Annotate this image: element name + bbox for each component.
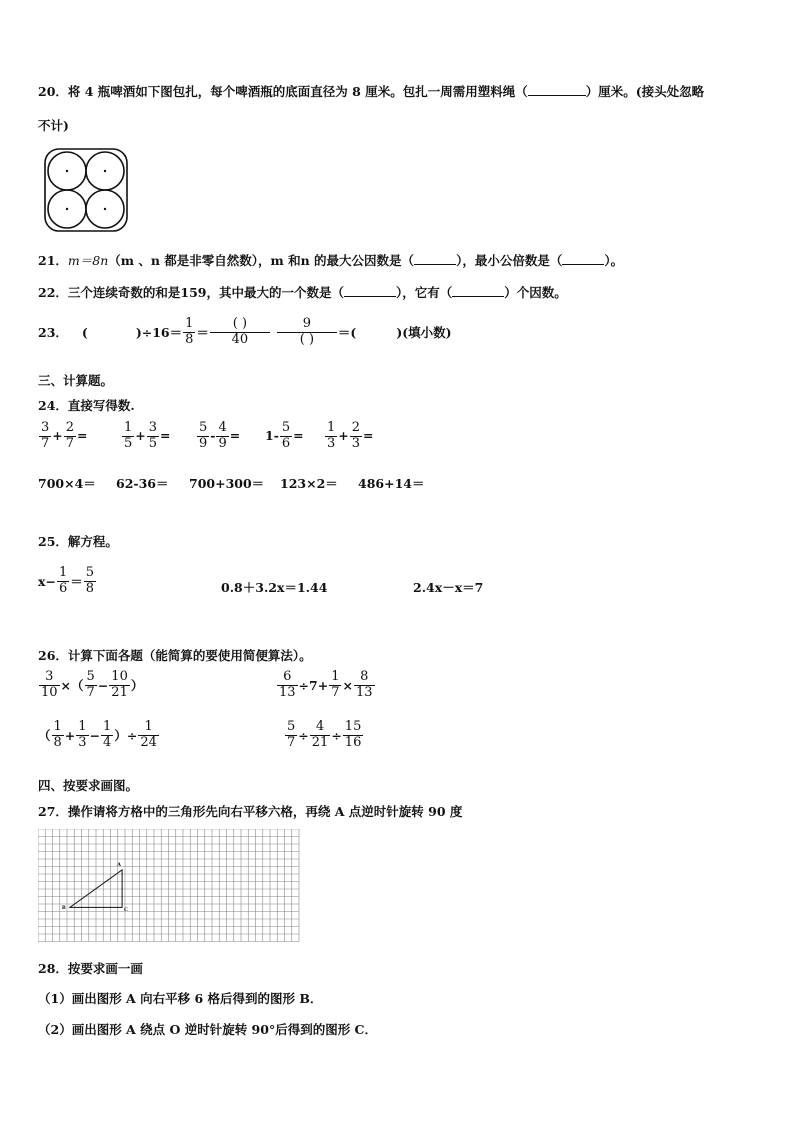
gcd-blank[interactable] [414, 264, 456, 265]
label-b: B [62, 905, 66, 911]
q24-title: 24．直接写得数. [38, 398, 135, 413]
square-grid [38, 829, 300, 943]
factor-count-blank[interactable] [452, 296, 504, 297]
label-a: A [117, 862, 121, 868]
q25-title: 25．解方程。 [38, 534, 118, 549]
q23: 23． ( )÷16＝ $\frac{1}{8}$ ＝ $\frac{( )}{40}$ $\frac{9}{( )}$ ＝( )(填小数) [38, 316, 452, 347]
q26-title: 26．计算下面各题（能简算的要使用简便算法）。 [38, 648, 312, 663]
label-c: C [124, 907, 128, 913]
q21: 21．m＝8n（m 、n 都是非零自然数），m 和n 的最大公因数是（ ），最小公倍数是（ ）。 [38, 253, 624, 268]
q26-expr-4: $\frac{5}{7}$ ÷ $\frac{4}{21}$ ÷ $\frac{15}{16}$ [287, 719, 362, 750]
section-3-heading: 三、计算题。 [38, 373, 114, 388]
q25-eq3: 2.4x－x＝7 [413, 580, 484, 595]
q20-line1: 20．将 4 瓶啤酒如下图包扎，每个啤酒瓶的底面直径为 8 厘米。包扎一周需用塑料绳（ ）厘米。(接头处忽略 [38, 84, 705, 99]
q28-item-1: （1）画出图形 A 向右平移 6 格后得到的图形 B． [38, 991, 323, 1006]
largest-blank[interactable] [344, 296, 396, 297]
q24-item-1: $\frac{3}{7}$ + $\frac{2}{7}$ = [41, 420, 88, 451]
q26-expr-1: $\frac{3}{10}$ ×（ $\frac{5}{7}$ − $\frac{10}{21}$ ） [41, 669, 144, 700]
q25-eq1: x− $\frac{1}{6}$ ＝ $\frac{5}{8}$ [38, 565, 95, 596]
q20-line2: 不计) [38, 118, 69, 133]
q24-item-2: $\frac{1}{5}$ + $\frac{3}{5}$ = [124, 420, 171, 451]
q26-expr-2: $\frac{6}{13}$ ÷7+ $\frac{1}{7}$ × $\frac{8}{13}$ [279, 669, 373, 700]
lcm-blank[interactable] [562, 264, 604, 265]
answer-blank[interactable] [528, 95, 586, 96]
q26-expr-3: （ $\frac{1}{8}$ + $\frac{1}{3}$ − $\frac{1}{4}$ ）÷ $\frac{1}{24}$ [38, 719, 157, 750]
fraction: $\frac{9}{( )}$ [277, 317, 337, 348]
q25-eq2: 0.8＋3.2x＝1.44 [221, 580, 328, 595]
beer-bottles-figure [42, 146, 130, 234]
q24-calc: 700×4＝ [38, 476, 96, 491]
q24-calc: 486+14＝ [358, 476, 425, 491]
q27-title: 27．操作请将方格中的三角形先向右平移六格，再绕 A 点逆时针旋转 90 度 [38, 804, 463, 819]
q24-item-3: $\frac{5}{9}$ - $\frac{4}{9}$ = [199, 420, 241, 451]
q28-title: 28．按要求画一画 [38, 961, 143, 976]
q24-calc: 123×2＝ [280, 476, 338, 491]
section-4-heading: 四、按要求画图。 [38, 778, 139, 793]
q28-item-2: （2）画出图形 A 绕点 O 逆时针旋转 90°后得到的图形 C． [38, 1022, 377, 1037]
q24-item-5: $\frac{1}{3}$ + $\frac{2}{3}$ = [327, 420, 374, 451]
q24-calc: 700+300＝ [189, 476, 265, 491]
fraction: $\frac{( )}{40}$ [210, 317, 270, 348]
q24-calc: 62-36＝ [116, 476, 169, 491]
fraction: $\frac{1}{8}$ [185, 316, 194, 347]
q24-item-4: 1- $\frac{5}{6}$ = [265, 420, 304, 451]
q22: 22．三个连续奇数的和是159，其中最大的一个数是（ ），它有（ ）个因数。 [38, 285, 567, 300]
